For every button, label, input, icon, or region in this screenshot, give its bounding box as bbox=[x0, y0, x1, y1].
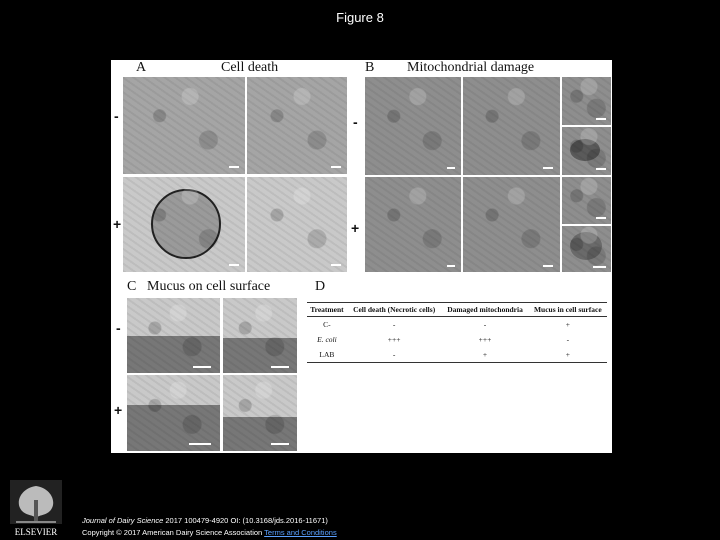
panel-a-minus-sign: - bbox=[114, 108, 119, 124]
panel-a-plus-sign: + bbox=[113, 216, 122, 232]
table-cell: C- bbox=[323, 320, 331, 329]
scale-bar bbox=[271, 366, 289, 368]
table-cell: + bbox=[565, 320, 570, 329]
panel-c-label: C bbox=[127, 279, 137, 294]
copyright-text: Copyright © 2017 American Dairy Science Association bbox=[82, 528, 263, 537]
table-header: Cell death (Necrotic cells) bbox=[347, 303, 442, 317]
table-header: Damaged mitochondria bbox=[441, 303, 528, 317]
panel-b-minus-sign: - bbox=[353, 114, 358, 130]
panel-c-minus-sign: - bbox=[116, 320, 121, 336]
table-cell: + bbox=[441, 347, 528, 363]
scale-bar bbox=[543, 167, 553, 169]
scale-bar bbox=[331, 166, 341, 168]
scale-bar bbox=[593, 266, 606, 268]
terms-link[interactable]: Terms and Conditions bbox=[264, 528, 337, 537]
panel-b-title: Mitochondrial damage bbox=[407, 60, 535, 75]
micrograph-b6 bbox=[463, 177, 560, 272]
table-cell: - bbox=[483, 320, 487, 329]
table-cell: +++ bbox=[387, 335, 401, 344]
slide-title: Figure 8 bbox=[336, 10, 384, 25]
footer-citation bbox=[82, 516, 328, 525]
table-cell: - bbox=[392, 320, 396, 329]
scale-bar bbox=[596, 217, 606, 219]
micrograph-a4 bbox=[247, 177, 347, 272]
footer-copyright bbox=[82, 528, 337, 537]
table-cell: + bbox=[529, 347, 607, 363]
micrograph-c1 bbox=[127, 298, 220, 373]
figure-image bbox=[111, 60, 612, 453]
micrograph-c3 bbox=[127, 375, 220, 451]
panel-c-plus-sign: + bbox=[114, 402, 123, 418]
micrograph-b1 bbox=[365, 77, 461, 175]
scale-bar bbox=[447, 265, 455, 267]
table-header: Mucus in cell surface bbox=[529, 303, 607, 317]
scale-bar bbox=[543, 265, 553, 267]
panel-a-label: A bbox=[136, 60, 147, 75]
table-row bbox=[307, 332, 607, 347]
journal-name: Journal of Dairy Science bbox=[82, 516, 164, 525]
citation-text: 2017 100479-4920 OI: (10.3168/jds.2016-11671) bbox=[163, 516, 328, 525]
table-cell: LAB bbox=[307, 347, 347, 363]
scale-bar bbox=[331, 264, 341, 266]
scale-bar bbox=[229, 166, 239, 168]
panel-b-plus-sign: + bbox=[351, 220, 360, 236]
scale-bar bbox=[229, 264, 239, 266]
scale-bar bbox=[193, 366, 211, 368]
micrograph-c4 bbox=[223, 375, 297, 451]
micrograph-c2 bbox=[223, 298, 297, 373]
table-cell: +++ bbox=[478, 335, 492, 344]
table-cell: E. coli bbox=[317, 335, 337, 344]
micrograph-a3 bbox=[123, 177, 245, 272]
scale-bar bbox=[271, 443, 289, 445]
panel-d-label: D bbox=[315, 279, 326, 294]
micrograph-a1 bbox=[123, 77, 245, 174]
micrograph-b2 bbox=[463, 77, 560, 175]
scale-bar bbox=[596, 168, 606, 170]
table-header: Treatment bbox=[307, 303, 347, 317]
panel-b-label: B bbox=[365, 60, 375, 75]
scale-bar bbox=[596, 118, 606, 120]
elsevier-logo-text: ELSEVIER bbox=[14, 527, 58, 537]
scale-bar bbox=[447, 167, 455, 169]
panel-a-title: Cell death bbox=[221, 60, 279, 75]
panel-c-title: Mucus on cell surface bbox=[147, 279, 271, 294]
elsevier-logo bbox=[6, 478, 66, 538]
table-cell: - bbox=[566, 335, 570, 344]
scale-bar bbox=[189, 443, 211, 445]
table-row bbox=[307, 317, 607, 333]
micrograph-b5 bbox=[365, 177, 461, 272]
table-row bbox=[307, 347, 607, 363]
micrograph-a2 bbox=[247, 77, 347, 174]
summary-table bbox=[307, 302, 607, 363]
table-cell: - bbox=[347, 347, 442, 363]
